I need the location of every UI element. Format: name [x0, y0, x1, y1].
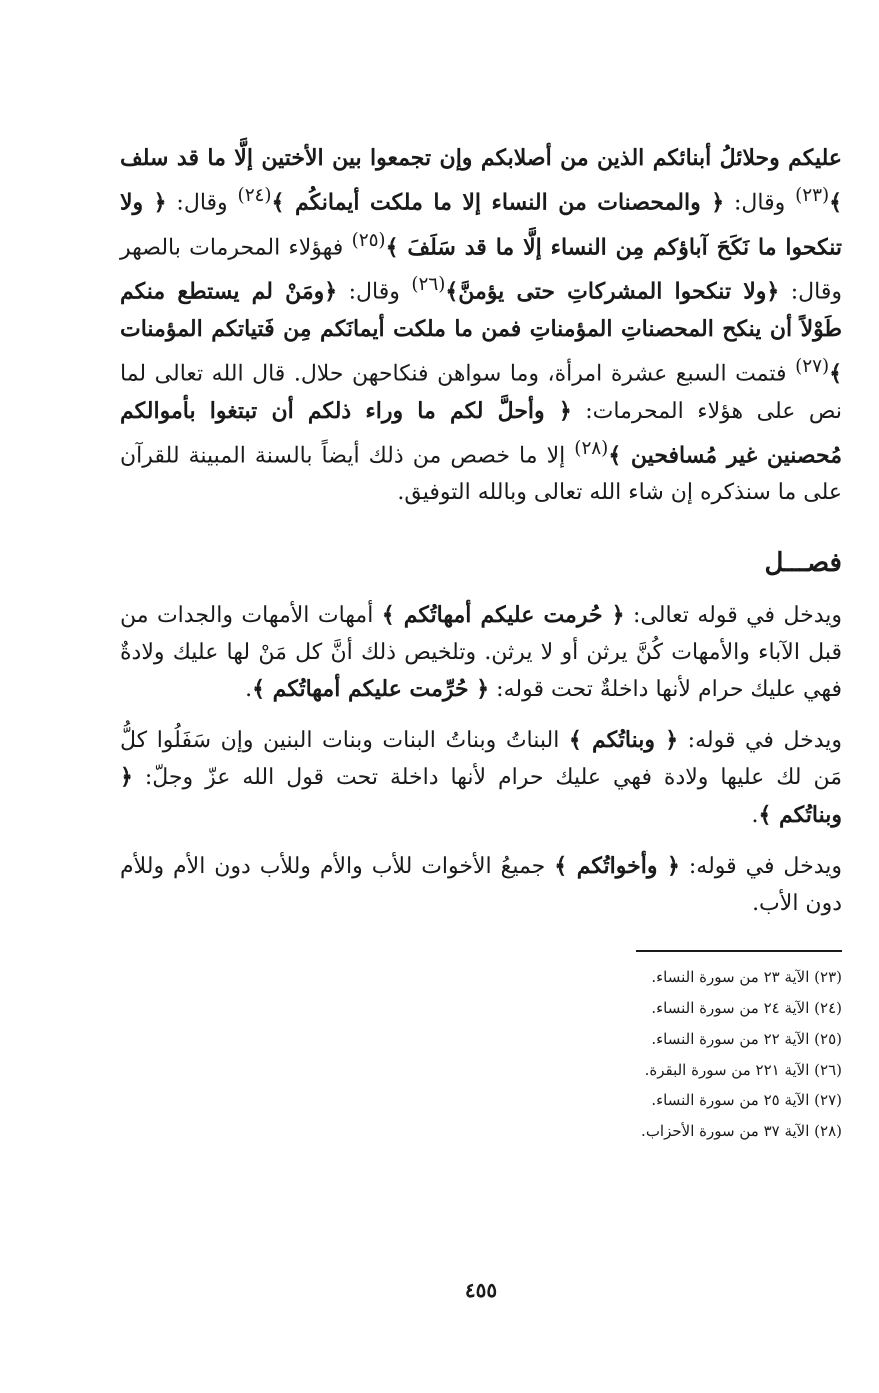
main-text — [120, 140, 842, 922]
text-run: فتمت السبع عشرة امرأة، وما سواهن فنكاحهن حلال. قال الله تعالى لما نص على هؤلاء المحرمات: — [120, 361, 842, 424]
paragraph-mothers — [120, 597, 842, 709]
text-run: ويدخل في قوله تعالى: — [624, 602, 843, 628]
quran-verse: ﴿ولا تنكحوا المشركاتِ حتى يؤمنَّ﴾ — [445, 278, 780, 305]
book-page — [120, 140, 842, 1360]
page-number: ٤٥٥ — [464, 1278, 498, 1302]
text-run: البناتُ وبناتُ البنات وبنات البنين وإن سَفَلُوا كلُّ مَن لك عليها ولادة فهي عليك حرام لأنها داخلة تحت قول الله عزّ وجلّ: — [120, 728, 842, 791]
footnote-item: (٢٦) الآية ٢٢١ من سورة البقرة. — [644, 1060, 842, 1079]
quran-verse: ﴿ وأحلَّ لكم ما وراء ذلكم أن تبتغوا بأموالكم مُحصنين غير مُسافحين ﴾ — [120, 397, 842, 469]
paragraph-continuation — [120, 140, 842, 511]
text-run: جميعُ الأخوات للأب والأم وللأب دون الأم وللأم دون الأب. — [120, 853, 842, 917]
footnote-ref[interactable]: (٢٥) — [351, 229, 386, 251]
quran-verse: ﴿ حُرِّمت عليكم أمهاتُكم ﴾ — [252, 676, 490, 703]
footnote-item: (٢٨) الآية ٣٧ من سورة الأحزاب. — [641, 1122, 842, 1141]
footnote-divider — [636, 950, 842, 952]
quran-verse: ﴿ وبناتُكم ﴾ — [120, 764, 842, 828]
quran-verse: ﴿ حُرمت عليكم أمهاتُكم ﴾ — [381, 601, 625, 628]
section-heading: فصـــل — [764, 548, 842, 579]
text-run: وقال: — [166, 190, 238, 216]
footnotes — [120, 962, 842, 1147]
quran-verse: ﴿ وبناتُكم ﴾ — [568, 727, 679, 754]
footnote-item: (٢٤) الآية ٢٤ من سورة النساء. — [651, 999, 842, 1018]
text-run: وقال: — [337, 279, 412, 305]
quran-verse: ﴿ومَنْ لم يستطع منكم طَوْلاً أن ينكح المحصناتِ المؤمناتِ فمن ما ملكت أيمانَكم مِن فَتياتكم المؤمنات ﴾ — [120, 278, 842, 387]
text-run: ويدخل في قوله: — [679, 853, 842, 879]
footnote-ref[interactable]: (٢٤) — [237, 185, 272, 207]
text-run: ويدخل في قوله: — [678, 728, 842, 754]
text-run: أمهات الأمهات والجدات من قبل الآباء والأمهات كُنَّ يرثن أو لا يرثن. وتلخيص ذلك أنَّ كل مَنْ لها عليك ولادةٌ فهي عليك حرام لأنها داخلةٌ تحت قوله: — [120, 602, 842, 703]
footnote-item: (٢٧) الآية ٢٥ من سورة النساء. — [651, 1091, 842, 1110]
paragraph-daughters — [120, 722, 842, 834]
quran-verse: ﴿ والمحصنات من النساء إلا ما ملكت أيمانكُم ﴾ — [271, 189, 725, 216]
text-run: وقال: — [724, 190, 796, 216]
footnote-ref[interactable]: (٢٨) — [574, 437, 609, 459]
text-run: إلا ما خصص من ذلك أيضاً بالسنة المبينة للقرآن على ما سنذكره إن شاء الله تعالى وبالله التوفيق. — [120, 443, 842, 506]
footnote-item: (٢٣) الآية ٢٣ من سورة النساء. — [651, 968, 842, 987]
quran-verse: ﴿ ولا تنكحوا ما نَكَحَ آباؤكم مِن النساء إلَّا ما قد سَلَفَ ﴾ — [120, 189, 842, 261]
text-run: فهؤلاء المحرمات بالصهر وقال: — [120, 235, 842, 305]
quran-verse: عليكم وحلائلُ أبنائكم الذين من أصلابكم وإن تجمعوا بين الأختين إلَّا ما قد سلف ﴾ — [120, 145, 842, 216]
footnote-ref[interactable]: (٢٦) — [411, 274, 446, 296]
text-run: . — [245, 677, 253, 703]
footnote-ref[interactable]: (٢٣) — [795, 185, 830, 207]
paragraph-sisters — [120, 848, 842, 922]
footnote-ref[interactable]: (٢٧) — [795, 356, 830, 377]
footnote-item: (٢٥) الآية ٢٢ من سورة النساء. — [651, 1029, 842, 1048]
quran-verse: ﴿ وأخواتُكم ﴾ — [554, 852, 680, 879]
text-run: . — [751, 802, 759, 828]
